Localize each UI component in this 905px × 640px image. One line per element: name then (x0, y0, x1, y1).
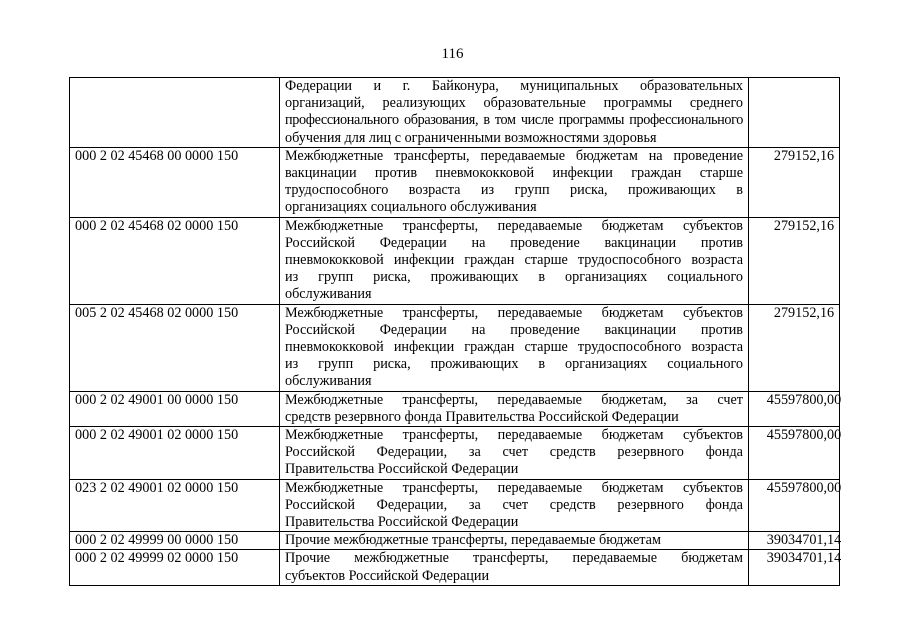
description-line: профессионального образования, в том числе программы профессионального (285, 112, 743, 129)
table-row (70, 391, 840, 426)
description-cell (280, 479, 749, 532)
classification-code-cell: 000 2 02 45468 00 0000 150 (70, 147, 280, 217)
description-line: обслуживания (285, 373, 372, 390)
amount-cell (749, 479, 840, 532)
description-line: Межбюджетные трансферты, передаваемые бюджетам субъектов (285, 479, 743, 496)
amount-cell (749, 304, 840, 391)
table-row (70, 304, 840, 391)
amount-cell (749, 391, 840, 426)
description-line: Правительства Российской Федерации (285, 461, 519, 478)
amount-cell (749, 427, 840, 480)
description-line: пневмококковой инфекции граждан старше трудоспособного возраста (285, 252, 743, 269)
description-line: Российской Федерации на проведение вакцинации против (285, 321, 743, 338)
amount-cell (749, 532, 840, 550)
description-line: Прочие межбюджетные трансферты, передаваемые бюджетам (285, 550, 743, 567)
description-line: Межбюджетные трансферты, передаваемые бюджетам субъектов (285, 304, 743, 321)
description-line: средств резервного фонда Правительства Российской Федерации (285, 408, 679, 425)
amount-cell (749, 550, 840, 585)
classification-code-cell (70, 78, 280, 148)
table-row (70, 78, 840, 148)
description-line: из групп риска, проживающих в организациях социального (285, 356, 743, 373)
amount-value: 279152,16 (773, 304, 835, 321)
amount-value: 39034701,14 (766, 550, 842, 567)
description-line: Правительства Российской Федерации (285, 514, 519, 531)
classification-code-cell: 000 2 02 49001 00 0000 150 (70, 391, 280, 426)
classification-code-cell: 000 2 02 45468 02 0000 150 (70, 217, 280, 304)
table-row (70, 217, 840, 304)
amount-cell (749, 147, 840, 217)
description-line: организаций, реализующих образовательные программы среднего (285, 95, 743, 112)
classification-code-cell: 023 2 02 49001 02 0000 150 (70, 479, 280, 532)
budget-table (69, 77, 840, 586)
description-cell (280, 550, 749, 585)
amount-value: 39034701,14 (766, 532, 842, 549)
description-line: Межбюджетные трансферты, передаваемые бюджетам на проведение (285, 147, 743, 164)
description-cell (280, 147, 749, 217)
description-line: Межбюджетные трансферты, передаваемые бюджетам субъектов (285, 217, 743, 234)
description-line: обучения для лиц с ограниченными возможностями здоровья (285, 129, 657, 146)
amount-value: 279152,16 (773, 217, 835, 234)
description-line: Федерации и г. Байконура, муниципальных образовательных (285, 78, 743, 94)
description-cell (280, 217, 749, 304)
table-row (70, 479, 840, 532)
description-line: Прочие межбюджетные трансферты, передаваемые бюджетам (285, 532, 661, 549)
classification-code-cell: 000 2 02 49999 00 0000 150 (70, 532, 280, 550)
description-cell (280, 78, 749, 148)
description-line: пневмококковой инфекции граждан старше трудоспособного возраста (285, 339, 743, 356)
amount-value: 45597800,00 (766, 391, 842, 408)
description-line: вакцинации против пневмококковой инфекции граждан старше (285, 165, 743, 182)
description-line: Российской Федерации на проведение вакцинации против (285, 234, 743, 251)
description-cell (280, 304, 749, 391)
amount-cell (749, 217, 840, 304)
table-row (70, 147, 840, 217)
amount-value: 45597800,00 (766, 479, 842, 496)
amount-value: 279152,16 (773, 147, 835, 164)
description-line: трудоспособного возраста из групп риска, проживающих в (285, 182, 743, 199)
classification-code-cell: 000 2 02 49001 02 0000 150 (70, 427, 280, 480)
description-cell (280, 427, 749, 480)
table-row (70, 550, 840, 585)
description-line: Российской Федерации, за счет средств резервного фонда (285, 444, 743, 461)
budget-table-body (70, 78, 840, 586)
description-line: из групп риска, проживающих в организациях социального (285, 269, 743, 286)
description-line: обслуживания (285, 286, 372, 303)
amount-cell (749, 78, 840, 148)
table-row (70, 532, 840, 550)
classification-code-cell: 005 2 02 45468 02 0000 150 (70, 304, 280, 391)
description-line: организациях социального обслуживания (285, 199, 537, 216)
description-cell (280, 391, 749, 426)
description-line: Межбюджетные трансферты, передаваемые бюджетам, за счет (285, 391, 743, 408)
description-cell (280, 532, 749, 550)
page-number: 116 (441, 46, 464, 62)
description-line: субъектов Российской Федерации (285, 567, 490, 584)
description-line: Российской Федерации, за счет средств резервного фонда (285, 496, 743, 513)
amount-value: 45597800,00 (766, 427, 842, 444)
classification-code-cell: 000 2 02 49999 02 0000 150 (70, 550, 280, 585)
table-row (70, 427, 840, 480)
description-line: Межбюджетные трансферты, передаваемые бюджетам субъектов (285, 427, 743, 444)
